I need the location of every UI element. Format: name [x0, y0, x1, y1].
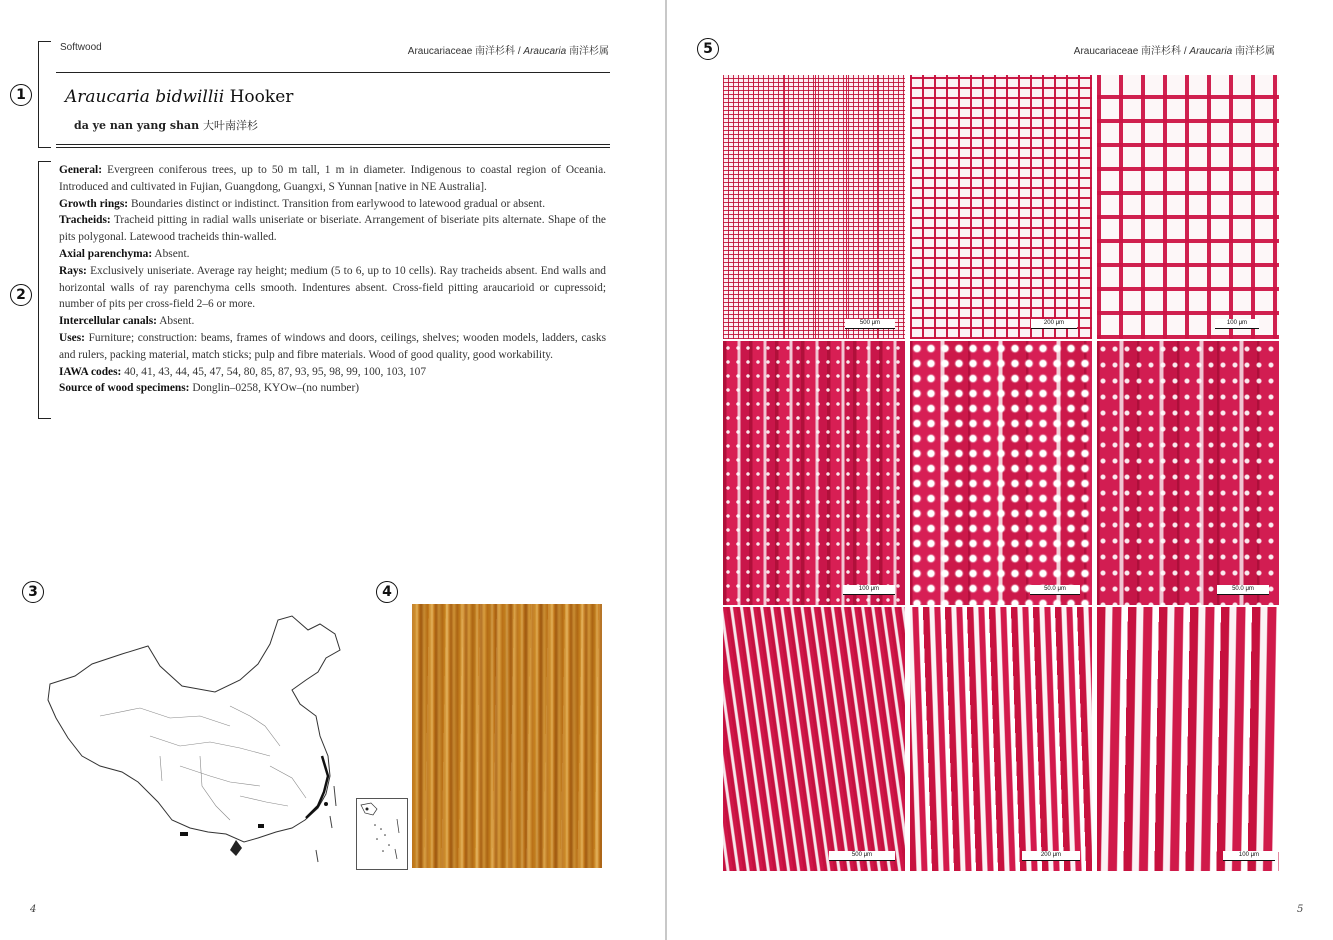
desc-general: General: Evergreen coniferous trees, up to 50 m tall, 1 m in diameter. Indigenous to coastal region of Oceania. Introduced and cultivated in Fujian, Guangdong, Guangxi, S Yunnan [native in NE Australia]. — [59, 164, 606, 193]
species-common-name — [74, 117, 258, 133]
section-number-1: 1 — [10, 84, 32, 106]
micrograph-cross-section-low — [723, 75, 905, 339]
desc-uses: Uses: Furniture; construction: beams, frames of windows and doors, ceilings, shelves; wooden models, ladders, casks and rulers, packing material, match sticks; pulp and fibre materials. Wood of good quality, good workability. — [59, 331, 606, 361]
title-rule-bottom — [56, 147, 610, 148]
section-number-2: 2 — [10, 284, 32, 306]
genus-chinese: 南洋杉属 — [566, 46, 609, 57]
micrograph-radial-section-mid — [910, 341, 1092, 605]
section-number-3: 3 — [22, 581, 44, 603]
micrograph-tangential-section-mid — [910, 607, 1092, 871]
china-distribution-map — [30, 606, 350, 870]
desc-intercellular-canals: Intercellular canals: Absent. — [59, 315, 195, 328]
running-head-left: Softwood — [60, 42, 102, 53]
genus-name: Araucaria — [523, 46, 567, 57]
section-2-bracket — [38, 161, 51, 419]
scale-bar: 50.0 μm — [1217, 585, 1269, 595]
micrograph-cross-section-high — [1097, 75, 1279, 339]
page-number-right: 5 — [1297, 904, 1304, 915]
family-name: Araucariaceae 南洋杉科 / — [407, 46, 524, 57]
china-map-outline — [30, 606, 350, 870]
species-author: Hooker — [229, 87, 294, 107]
genus-name-right: Araucaria — [1189, 46, 1233, 57]
scale-bar: 100 μm — [1223, 851, 1275, 861]
species-title — [65, 87, 293, 107]
scale-bar: 500 μm — [829, 851, 895, 861]
running-head-right — [1074, 42, 1275, 57]
south-china-sea-inset-map — [356, 798, 408, 870]
scale-bar: 200 μm — [1022, 851, 1080, 861]
running-head-family — [408, 42, 609, 57]
species-latin-name: Araucaria bidwillii — [65, 87, 225, 107]
micrograph-tangential-section-high — [1097, 607, 1279, 871]
micrograph-tangential-section-low — [723, 607, 905, 871]
scale-bar: 100 μm — [843, 585, 895, 595]
scale-bar: 100 μm — [1215, 319, 1259, 329]
scale-bar: 500 μm — [845, 319, 895, 329]
section-number-4: 4 — [376, 581, 398, 603]
inset-map-islands — [357, 799, 407, 869]
wood-surface-photo — [412, 604, 602, 868]
desc-iawa-codes: IAWA codes: 40, 41, 43, 44, 45, 47, 54, 80, 85, 87, 93, 95, 98, 99, 100, 103, 107 — [59, 365, 427, 378]
left-page — [0, 0, 666, 940]
genus-chinese-right: 南洋杉属 — [1232, 46, 1275, 57]
scale-bar: 50.0 μm — [1030, 585, 1080, 595]
micrograph-radial-section-low — [723, 341, 905, 605]
desc-rays: Rays: Exclusively uniseriate. Average ray height; medium (5 to 6, up to 10 cells). Ray tracheids absent. End walls and horizontal walls of ray parenchyma cells smooth. Indentures absent. Cross-field pitting araucarioid or cupressoid; number of pits per cross-field 2–6 or more. — [59, 264, 606, 311]
wood-description — [59, 162, 606, 397]
desc-tracheids: Tracheids: Tracheid pitting in radial walls uniseriate or biseriate. Arrangement of biseriate pits alternate. Shape of the pits polygonal. Latewood tracheids thin-walled. — [59, 214, 606, 244]
section-number-5: 5 — [697, 38, 719, 60]
page-number-left: 4 — [30, 904, 37, 915]
micrograph-cross-section-mid — [910, 75, 1092, 339]
desc-source-specimens: Source of wood specimens: Donglin–0258, KYOw–(no number) — [59, 382, 360, 395]
scale-bar: 200 μm — [1031, 319, 1077, 329]
desc-growth-rings: Growth rings: Boundaries distinct or indistinct. Transition from earlywood to latewood gradual or absent. — [59, 197, 546, 210]
family-name-right: Araucariaceae 南洋杉科 / — [1073, 46, 1190, 57]
micrograph-radial-section-high — [1097, 341, 1279, 605]
section-1-bracket — [38, 41, 51, 148]
desc-axial-parenchyma: Axial parenchyma: Absent. — [59, 247, 190, 260]
micrograph-grid — [723, 75, 1279, 871]
title-rule-top — [56, 144, 610, 145]
header-rule — [56, 72, 610, 73]
book-spine — [665, 0, 667, 940]
species-pinyin: da ye nan yang shan — [74, 119, 200, 132]
species-chinese: 大叶南洋杉 — [203, 119, 259, 132]
